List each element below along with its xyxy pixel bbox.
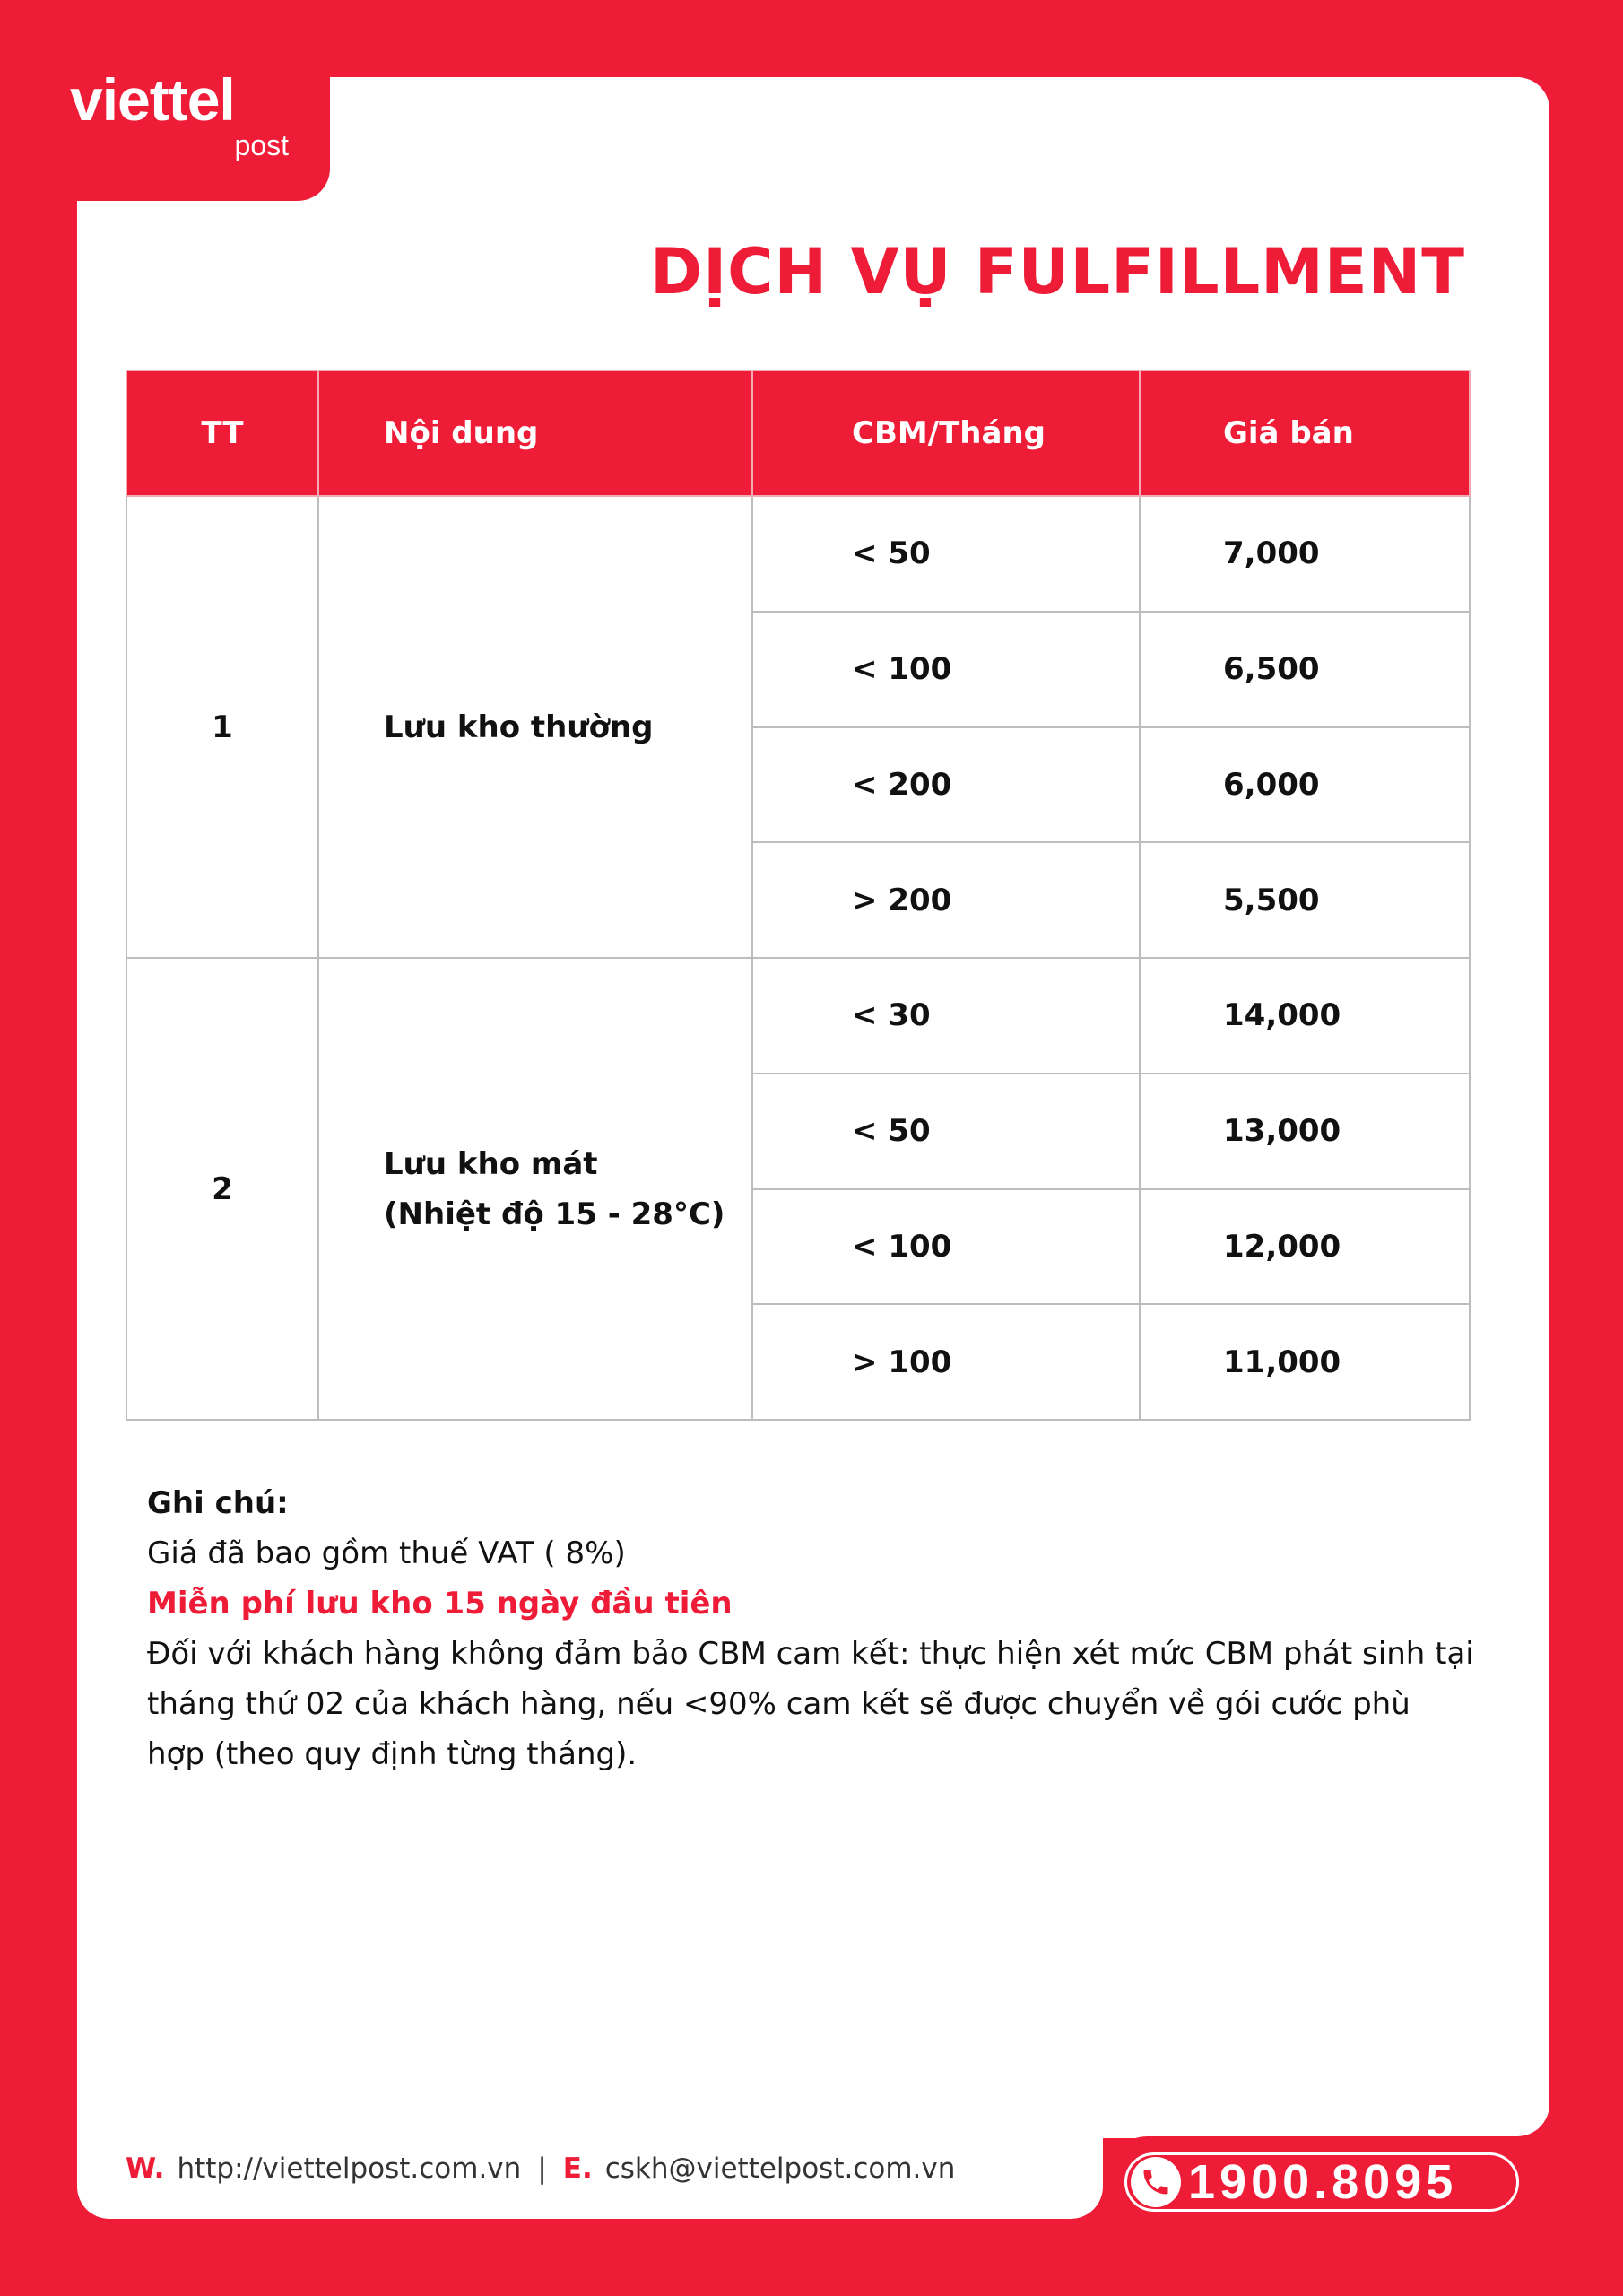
price-cell: 7,000 — [1140, 496, 1470, 612]
table-row — [126, 958, 1470, 1074]
notes-free-storage: Miễn phí lưu kho 15 ngày đầu tiên — [147, 1586, 733, 1622]
header-price: Giá bán — [1140, 370, 1470, 496]
price-cell: 13,000 — [1140, 1074, 1470, 1189]
price-cell: 14,000 — [1140, 958, 1470, 1074]
hotline-number: 1900.8095 — [1188, 2155, 1458, 2209]
cbm-cell: < 50 — [752, 496, 1140, 612]
price-cell: 11,000 — [1140, 1304, 1470, 1420]
page-title: DỊCH VỤ FULFILLMENT — [649, 235, 1465, 309]
header-cbm: CBM/Tháng — [752, 370, 1140, 496]
footer-contact — [126, 2152, 955, 2185]
cbm-cell: < 30 — [752, 958, 1140, 1074]
notes-vat: Giá đã bao gồm thuế VAT ( 8%) — [147, 1535, 626, 1571]
footer-separator: | — [537, 2152, 547, 2185]
row-number: 2 — [126, 958, 318, 1420]
price-table — [126, 370, 1471, 1421]
table-row — [126, 496, 1470, 612]
email-key: E. — [562, 2152, 593, 2185]
price-cell: 5,500 — [1140, 842, 1470, 958]
row-content — [318, 958, 752, 1420]
price-cell: 12,000 — [1140, 1189, 1470, 1305]
phone-icon — [1131, 2157, 1181, 2207]
hotline-badge[interactable] — [1124, 2152, 1519, 2212]
website-link[interactable]: http://viettelpost.com.vn — [177, 2152, 522, 2185]
footer-card — [77, 2063, 1103, 2219]
notes-label: Ghi chú: — [147, 1485, 289, 1521]
header-content: Nội dung — [318, 370, 752, 496]
cbm-cell: > 100 — [752, 1304, 1140, 1420]
content-line: (Nhiệt độ 15 - 28°C) — [384, 1196, 725, 1232]
notes-commitment: Đối với khách hàng không đảm bảo CBM cam kết: thực hiện xét mức CBM phát sinh tại tháng thứ 02 của khách hàng, nếu <90% cam kết sẽ được chuyển về gói cước phù hợp (theo quy định từng tháng). — [147, 1636, 1474, 1772]
row-number: 1 — [126, 496, 318, 958]
header-tt: TT — [126, 370, 318, 496]
logo-wordmark: viettel — [70, 66, 235, 133]
viettel-post-logo — [70, 66, 294, 161]
content-line: Lưu kho mát — [384, 1145, 598, 1182]
cbm-cell: < 100 — [752, 1189, 1140, 1305]
content-line: Lưu kho thường — [384, 709, 654, 745]
logo-subtext: post — [234, 129, 289, 161]
email-link[interactable]: cskh@viettelpost.com.vn — [604, 2152, 956, 2185]
cbm-cell: < 100 — [752, 612, 1140, 727]
cbm-cell: < 50 — [752, 1074, 1140, 1189]
card-join — [1058, 2063, 1148, 2138]
table-header-row — [126, 370, 1470, 496]
cbm-cell: < 200 — [752, 727, 1140, 843]
web-key: W. — [126, 2152, 165, 2185]
row-content — [318, 496, 752, 958]
price-cell: 6,500 — [1140, 612, 1470, 727]
notes-section — [147, 1478, 1474, 1779]
cbm-cell: > 200 — [752, 842, 1140, 958]
price-cell: 6,000 — [1140, 727, 1470, 843]
